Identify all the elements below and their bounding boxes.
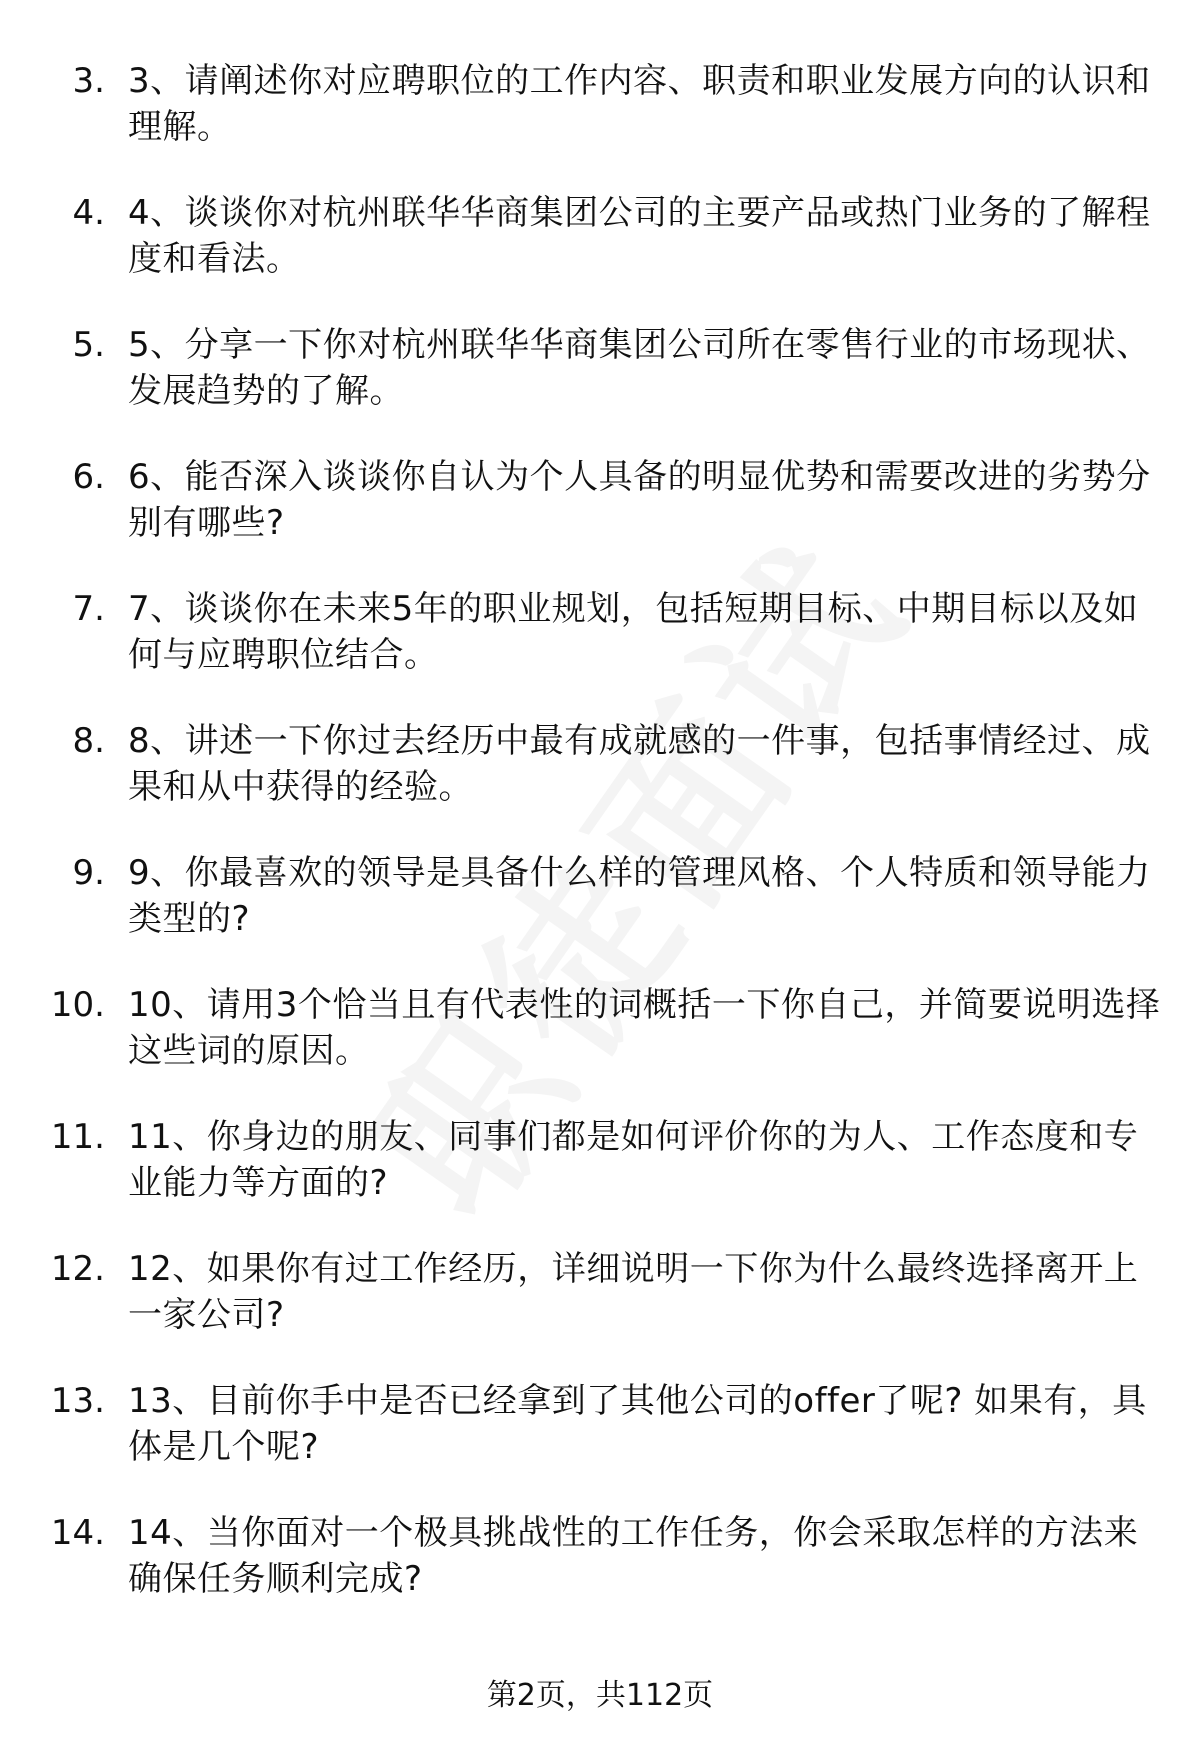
question-number: 9. — [72, 853, 105, 893]
question-text: 10、请用3个恰当且有代表性的词概括一下你自己，并简要说明选择这些词的原因。 — [128, 985, 1161, 1071]
question-number: 12. — [50, 1249, 105, 1289]
question-text: 8、讲述一下你过去经历中最有成就感的一件事，包括事情经过、成果和从中获得的经验。 — [128, 721, 1151, 807]
list-item — [0, 850, 1200, 982]
question-text: 12、如果你有过工作经历，详细说明一下你为什么最终选择离开上一家公司? — [128, 1249, 1139, 1335]
list-item — [0, 982, 1200, 1114]
question-number: 3. — [72, 61, 105, 101]
list-item — [0, 1510, 1200, 1642]
question-list — [0, 58, 1200, 1642]
list-item — [0, 190, 1200, 322]
question-text: 3、请阐述你对应聘职位的工作内容、职责和职业发展方向的认识和理解。 — [128, 61, 1151, 147]
question-number: 5. — [72, 325, 105, 365]
list-item — [0, 454, 1200, 586]
list-item — [0, 1114, 1200, 1246]
list-item — [0, 1378, 1200, 1510]
list-item — [0, 322, 1200, 454]
question-text: 14、当你面对一个极具挑战性的工作任务，你会采取怎样的方法来确保任务顺利完成? — [128, 1513, 1139, 1599]
question-text: 6、能否深入谈谈你自认为个人具备的明显优势和需要改进的劣势分别有哪些? — [128, 457, 1151, 543]
question-text: 11、你身边的朋友、同事们都是如何评价你的为人、工作态度和专业能力等方面的? — [128, 1117, 1139, 1203]
question-number: 11. — [50, 1117, 105, 1157]
question-text: 4、谈谈你对杭州联华华商集团公司的主要产品或热门业务的了解程度和看法。 — [128, 193, 1151, 279]
question-number: 14. — [50, 1513, 105, 1553]
list-item — [0, 58, 1200, 190]
question-number: 6. — [72, 457, 105, 497]
question-number: 8. — [72, 721, 105, 761]
question-number: 7. — [72, 589, 105, 629]
question-text: 13、目前你手中是否已经拿到了其他公司的offer了呢? 如果有，具体是几个呢? — [128, 1381, 1147, 1467]
list-item — [0, 718, 1200, 850]
list-item — [0, 1246, 1200, 1378]
question-text: 5、分享一下你对杭州联华华商集团公司所在零售行业的市场现状、发展趋势的了解。 — [128, 325, 1151, 411]
page-footer: 第2页，共112页 — [486, 1678, 714, 1713]
question-number: 4. — [72, 193, 105, 233]
question-text: 7、谈谈你在未来5年的职业规划，包括短期目标、中期目标以及如何与应聘职位结合。 — [128, 589, 1139, 675]
question-text: 9、你最喜欢的领导是具备什么样的管理风格、个人特质和领导能力类型的? — [128, 853, 1151, 939]
question-number: 10. — [50, 985, 105, 1025]
list-item — [0, 586, 1200, 718]
question-number: 13. — [50, 1381, 105, 1421]
